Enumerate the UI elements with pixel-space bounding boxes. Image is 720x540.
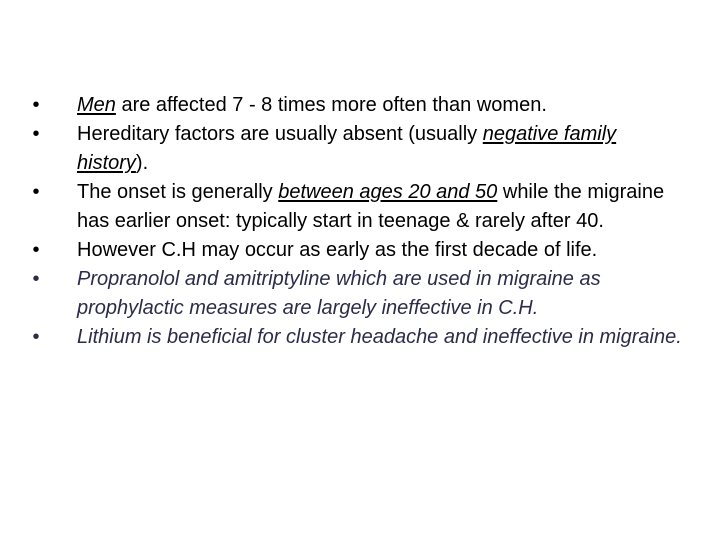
bullet-text <box>77 326 682 348</box>
bullet-text <box>77 239 597 261</box>
text-segment: Men <box>77 94 116 116</box>
text-segment: negative family history <box>77 123 617 174</box>
bullet-text <box>77 123 616 174</box>
text-segment: Hereditary factors are usually absent (usually <box>77 123 483 145</box>
text-segment: The onset is generally <box>77 181 279 203</box>
bullet-icon: • <box>32 181 40 203</box>
bullet-item <box>26 265 686 323</box>
bullet-icon: • <box>32 239 40 261</box>
bullet-icon: • <box>32 326 40 348</box>
bullet-item <box>26 178 686 236</box>
text-segment: Propranolol and amitriptyline which are used in migraine as prophylactic measures are largely ineffective in C.H. <box>77 268 601 319</box>
bullet-item <box>26 91 686 120</box>
bullet-icon: • <box>32 123 40 145</box>
bullet-item <box>26 323 686 352</box>
text-segment: However C.H may occur as early as the first decade of life. <box>77 239 598 261</box>
bullet-text <box>77 268 601 319</box>
text-segment: are affected 7 - 8 times more often than women. <box>115 94 547 116</box>
bullet-icon: • <box>32 94 40 116</box>
bullet-item <box>26 120 686 178</box>
bullet-list <box>26 91 686 352</box>
bullet-icon: • <box>32 268 40 290</box>
text-segment: ). <box>135 152 149 174</box>
text-segment: while the migraine has earlier onset: typically start in teenage & rarely after 40. <box>77 181 665 232</box>
text-segment: between ages 20 and 50 <box>278 181 498 203</box>
bullet-item <box>26 236 686 265</box>
bullet-text <box>77 181 664 232</box>
bullet-text <box>77 94 547 116</box>
text-segment: Lithium is beneficial for cluster headache and ineffective in migraine. <box>77 326 682 348</box>
